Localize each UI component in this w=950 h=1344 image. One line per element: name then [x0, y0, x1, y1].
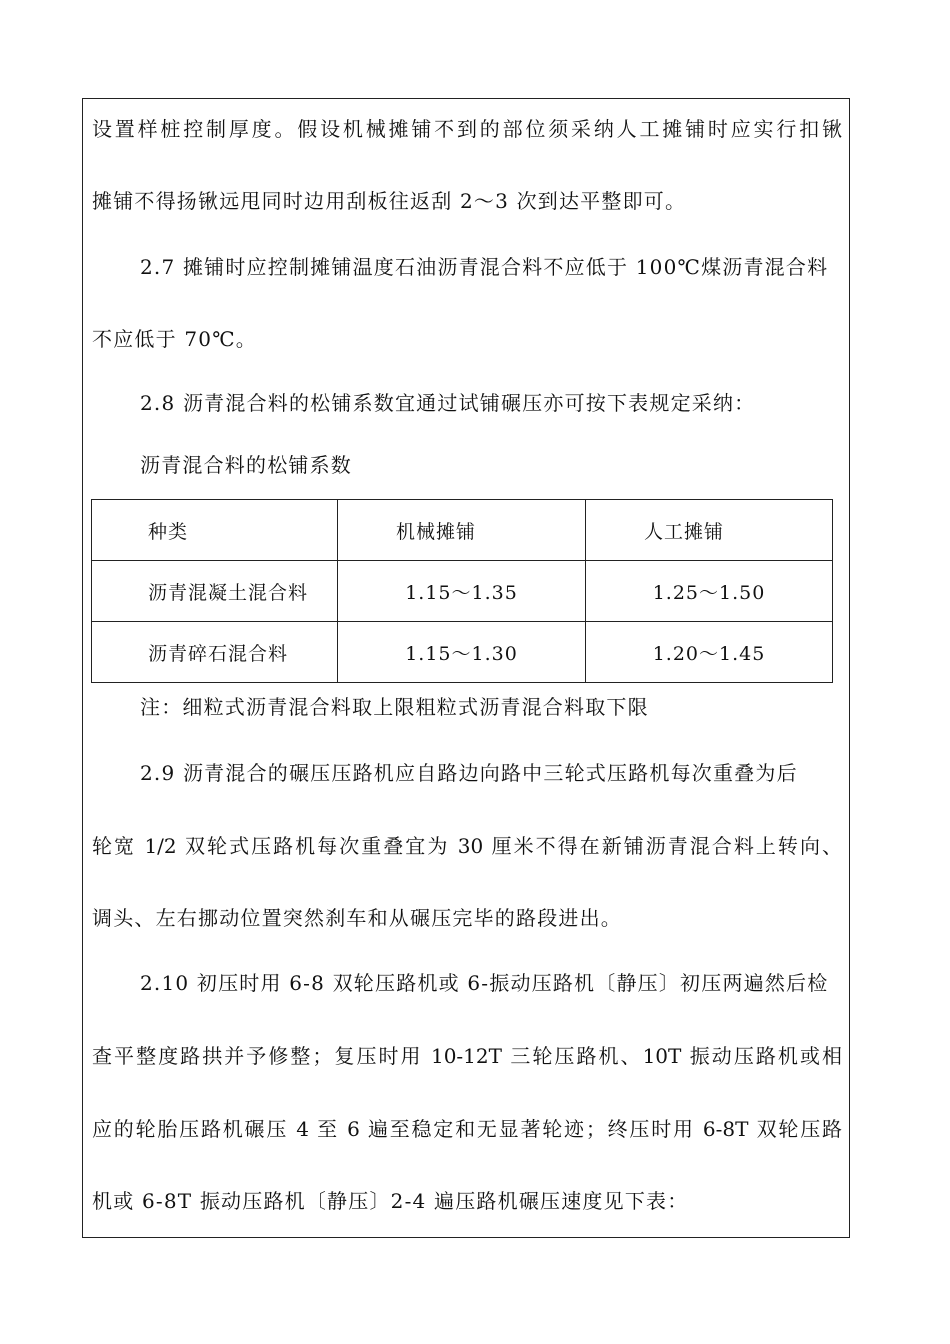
table-row — [92, 622, 833, 683]
paragraph-line: 机或 6-8T 振动压路机〔静压〕2-4 遍压路机碾压速度见下表： — [92, 1189, 689, 1213]
paragraph-line: 设置样桩控制厚度。假设机械摊铺不到的部位须采纳人工摊铺时应实行扣锹 — [92, 117, 842, 141]
table-cell: 1.25～1.50 — [586, 561, 833, 622]
table-cell: 1.20～1.45 — [586, 622, 833, 683]
table-row — [92, 561, 833, 622]
paragraph-line: 2.10 初压时用 6-8 双轮压路机或 6-振动压路机〔静压〕初压两遍然后检 — [140, 971, 829, 995]
table-header-cell: 机械摊铺 — [338, 500, 586, 561]
paragraph-line: 2.9 沥青混合的碾压压路机应自路边向路中三轮式压路机每次重叠为后 — [140, 761, 798, 785]
paragraph-line: 2.8 沥青混合料的松铺系数宜通过试铺碾压亦可按下表规定采纳： — [140, 391, 756, 415]
table-header-row — [92, 500, 833, 561]
paragraph-line: 轮宽 1/2 双轮式压路机每次重叠宜为 30 厘米不得在新铺沥青混合料上转向、 — [92, 834, 842, 858]
paragraph-line: 摊铺不得扬锹远甩同时边用刮板往返刮 2～3 次到达平整即可。 — [92, 189, 687, 213]
paragraph-line: 查平整度路拱并予修整；复压时用 10-12T 三轮压路机、10T 振动压路机或相 — [92, 1044, 842, 1068]
paragraph-line: 调头、左右挪动位置突然刹车和从碾压完毕的路段进出。 — [92, 906, 622, 930]
table-cell: 1.15～1.35 — [338, 561, 586, 622]
table-cell: 沥青碎石混合料 — [92, 622, 338, 683]
paragraph-line: 应的轮胎压路机碾压 4 至 6 遍至稳定和无显著轮迹；终压时用 6-8T 双轮压路 — [92, 1117, 842, 1141]
table-header-cell: 人工摊铺 — [586, 500, 833, 561]
table-caption: 沥青混合料的松铺系数 — [140, 453, 352, 477]
table-note: 注：细粒式沥青混合料取上限粗粒式沥青混合料取下限 — [140, 695, 649, 719]
table-cell: 1.15～1.30 — [338, 622, 586, 683]
table-header-cell: 种类 — [92, 500, 338, 561]
paragraph-line: 2.7 摊铺时应控制摊铺温度石油沥青混合料不应低于 100℃煤沥青混合料 — [140, 255, 829, 279]
paragraph-line: 不应低于 70℃。 — [92, 327, 257, 351]
table-cell: 沥青混凝土混合料 — [92, 561, 338, 622]
loose-paving-coefficient-table — [91, 499, 833, 683]
